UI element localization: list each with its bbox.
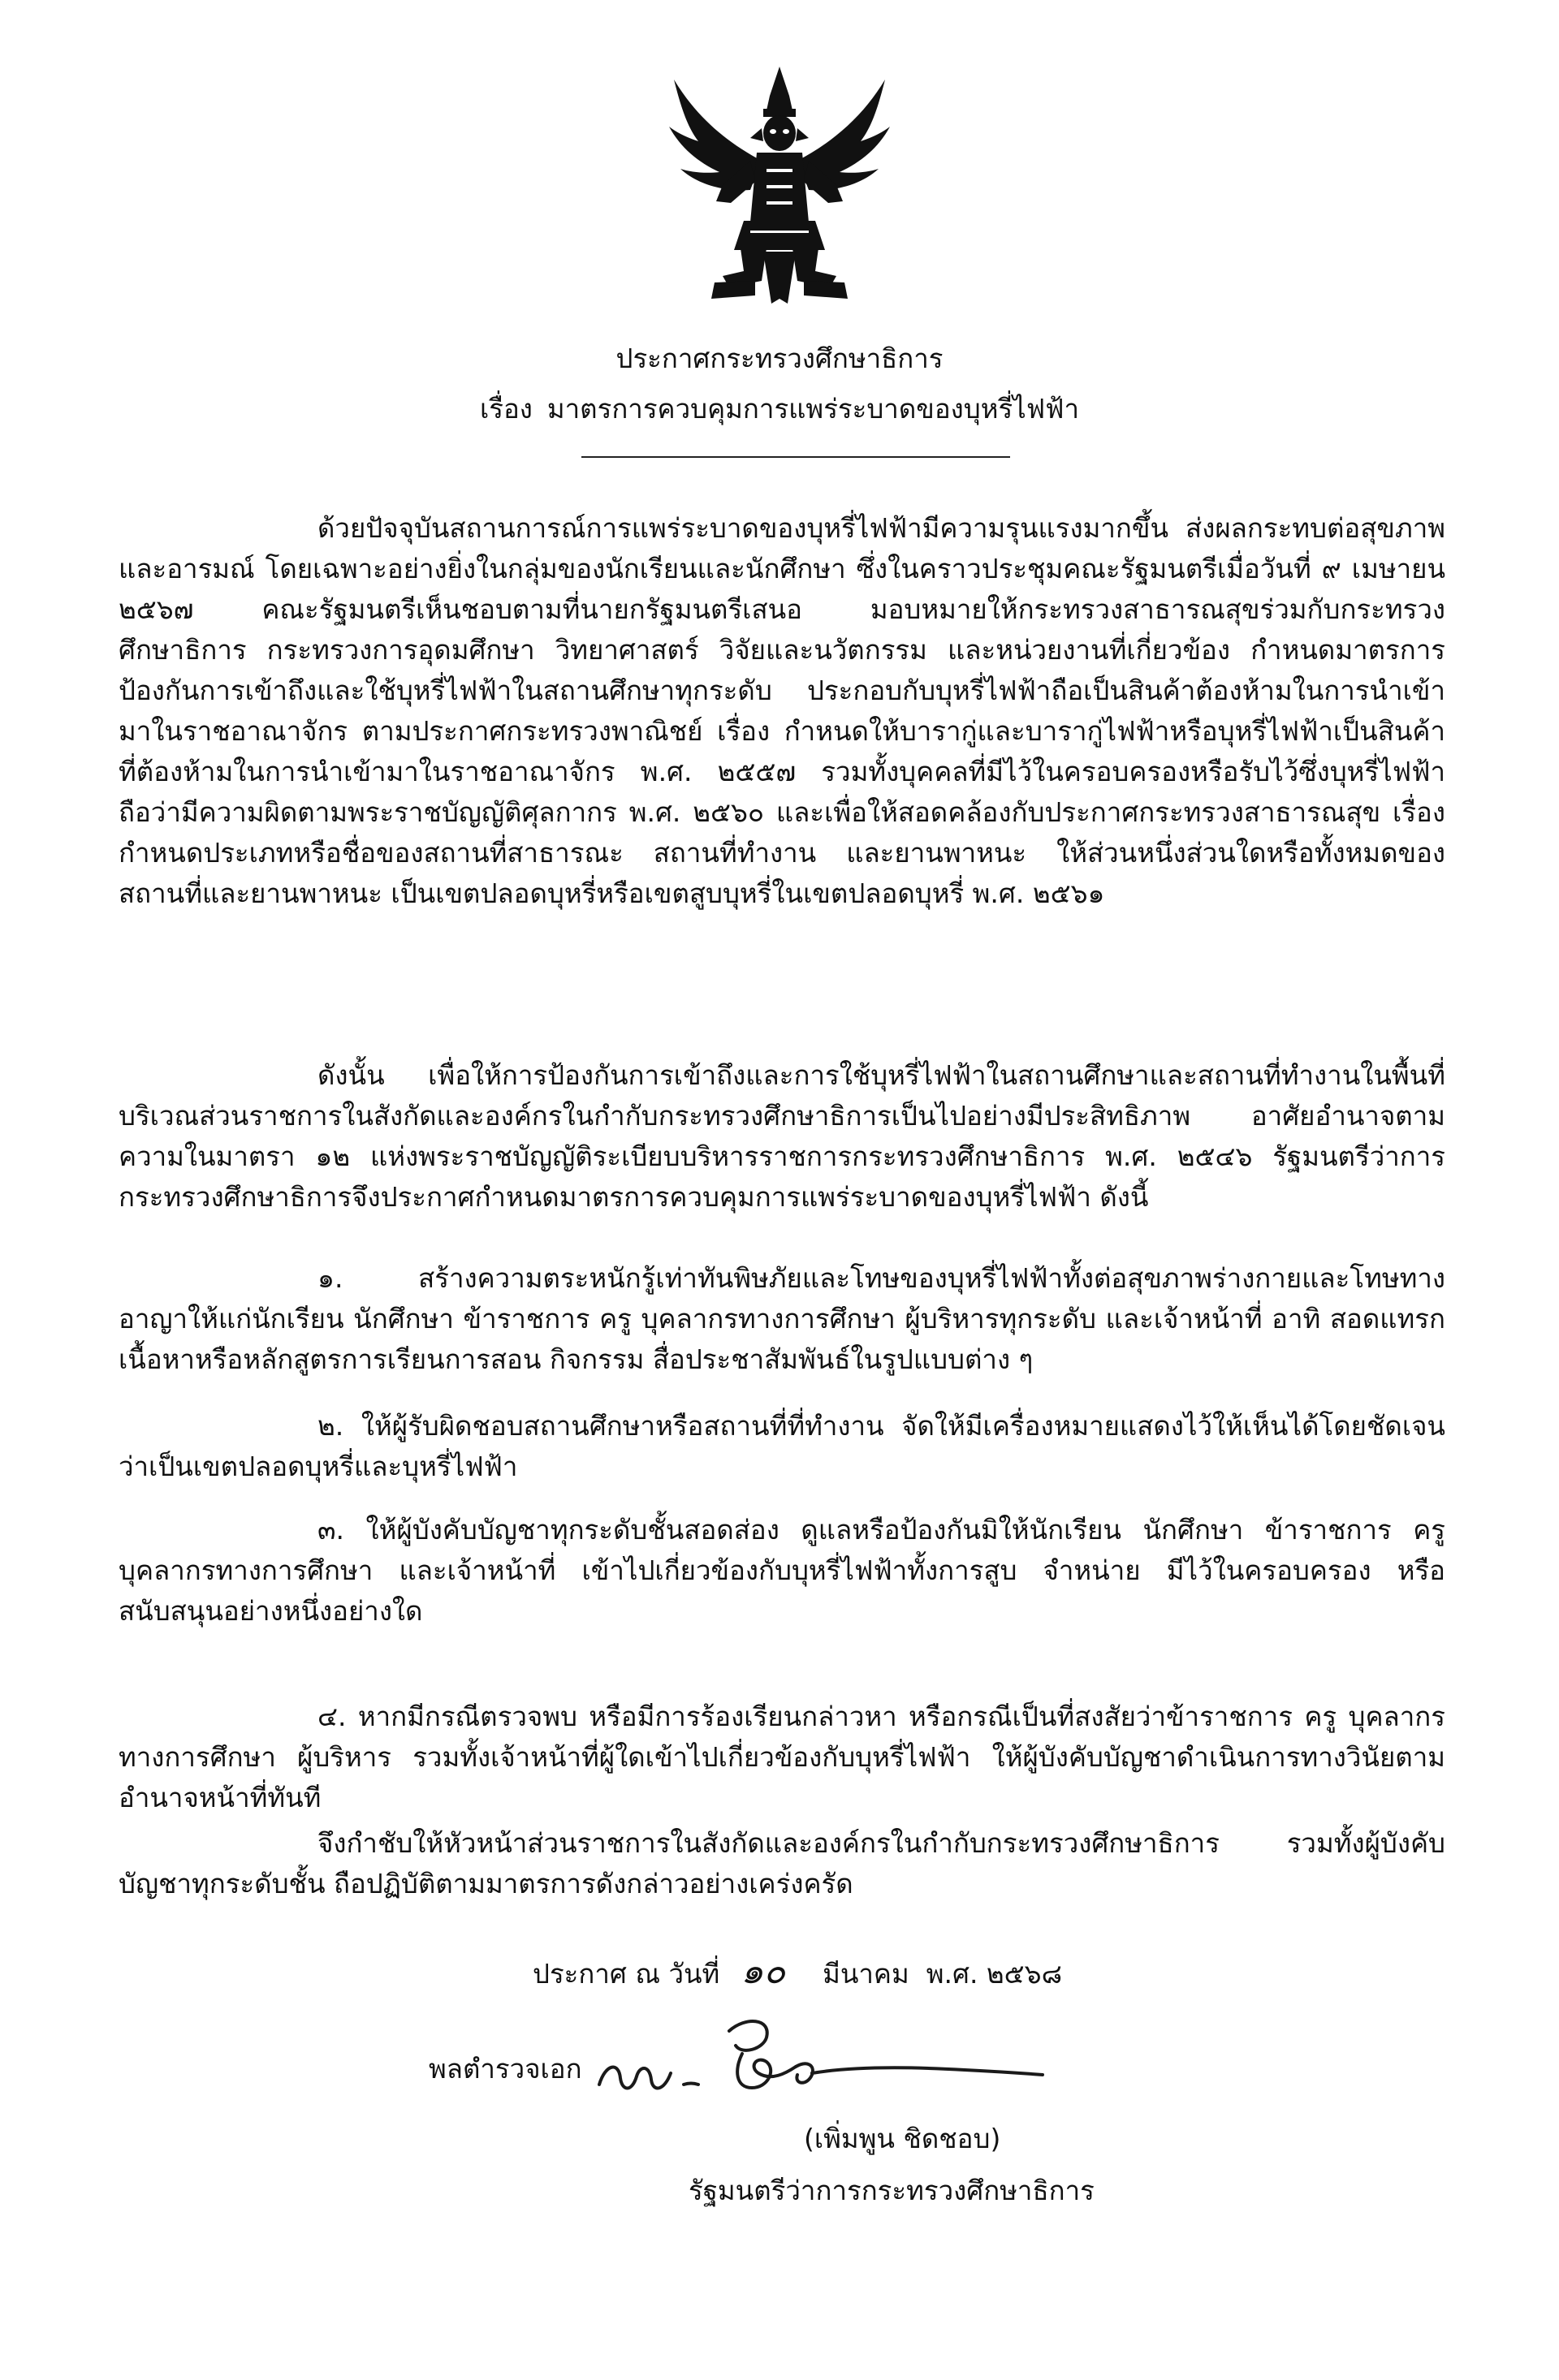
paragraph-1-text: ด้วยปัจจุบันสถานการณ์การแพร่ระบาดของบุหรี่ไฟฟ้ามีความรุนแรงมากขึ้น ส่งผลกระทบต่อสุขภาพและอารมณ์ โดยเฉพาะอย่างยิ่งในกลุ่มของนักเรียนและนักศึกษา ซึ่งในคราวประชุมคณะรัฐมนตรีเมื่อวันที่ ๙ เมษายน ๒๕๖๗ คณะรัฐมนตรีเห็นชอบตามที่นายกรัฐมนตรีเสนอ มอบหมายให้กระทรวงสาธารณสุขร่วมกับกระทรวงศึกษาธิการ กระทรวงการอุดมศึกษา วิทยาศาสตร์ วิจัยและนวัตกรรม และหน่วยงานที่เกี่ยวข้อง กำหนดมาตรการป้องกันการเข้าถึงและใช้บุหรี่ไฟฟ้าในสถานศึกษาทุกระดับ ประกอบกับบุหรี่ไฟฟ้าถือเป็นสินค้าต้องห้ามในการนำเข้ามาในราชอาณาจักร ตามประกาศกระทรวงพาณิชย์ เรื่อง กำหนดให้บารากู่และบารากู่ไฟฟ้าหรือบุหรี่ไฟฟ้าเป็นสินค้าที่ต้องห้ามในการนำเข้ามาในราชอาณาจักร พ.ศ. ๒๕๕๗ รวมทั้งบุคคลที่มีไว้ในครอบครองหรือรับไว้ซึ่งบุหรี่ไฟฟ้าถือว่ามีความผิดตามพระราชบัญญัติศุลกากร พ.ศ. ๒๕๖๐ และเพื่อให้สอดคล้องกับประกาศกระทรวงสาธารณสุข เรื่อง กำหนดประเภทหรือชื่อของสถานที่สาธารณะ สถานที่ทำงาน และยานพาหนะ ให้ส่วนหนึ่งส่วนใดหรือทั้งหมดของสถานที่และยานพาหนะ เป็นเขตปลอดบุหรี่หรือเขตสูบบุหรี่ในเขตปลอดบุหรี่ พ.ศ. ๒๕๖๑ <box>119 512 1445 909</box>
paragraph-2 <box>119 1055 1445 1218</box>
title-divider <box>581 456 1010 458</box>
paragraph-2-text: ดังนั้น เพื่อให้การป้องกันการเข้าถึงและการใช้บุหรี่ไฟฟ้าในสถานศึกษาและสถานที่ทำงานในพื้นที่บริเวณส่วนราชการในสังกัดและองค์กรในกำกับกระทรวงศึกษาธิการเป็นไปอย่างมีประสิทธิภาพ อาศัยอำนาจตามความในมาตรา ๑๒ แห่งพระราชบัญญัติระเบียบบริหารราชการกระทรวงศึกษาธิการ พ.ศ. ๒๕๔๖ รัฐมนตรีว่าการกระทรวงศึกษาธิการจึงประกาศกำหนดมาตรการควบคุมการแพร่ระบาดของบุหรี่ไฟฟ้า ดังนี้ <box>119 1059 1445 1213</box>
handwritten-signature <box>583 2013 1054 2119</box>
measure-item-1 <box>119 1258 1445 1380</box>
measure-item-4-text: ๔. หากมีกรณีตรวจพบ หรือมีการร้องเรียนกล่าวหา หรือกรณีเป็นที่สงสัยว่าข้าราชการ ครู บุคลากรทางการศึกษา ผู้บริหาร รวมทั้งเจ้าหน้าที่ผู้ใดเข้าไปเกี่ยวข้องกับบุหรี่ไฟฟ้า ให้ผู้บังคับบัญชาดำเนินการทางวินัยตามอำนาจหน้าที่ทันที <box>119 1701 1445 1813</box>
date-prefix: ประกาศ ณ วันที่ <box>533 1958 720 1990</box>
announcement-date <box>533 1953 1062 1993</box>
measure-item-2-text: ๒. ให้ผู้รับผิดชอบสถานศึกษาหรือสถานที่ที่ทำงาน จัดให้มีเครื่องหมายแสดงไว้ให้เห็นได้โดยชัดเจนว่าเป็นเขตปลอดบุหรี่และบุหรี่ไฟฟ้า <box>119 1410 1445 1482</box>
date-day: ๑๐ <box>741 1951 786 1992</box>
subject-text: มาตรการควบคุมการแพร่ระบาดของบุหรี่ไฟฟ้า <box>546 393 1080 425</box>
subject-label: เรื่อง <box>479 393 533 425</box>
closing-paragraph-text: จึงกำชับให้หัวหน้าส่วนราชการในสังกัดและองค์กรในกำกับกระทรวงศึกษาธิการ รวมทั้งผู้บังคับบัญชาทุกระดับชั้น ถือปฏิบัติตามมาตรการดังกล่าวอย่างเคร่งครัด <box>119 1827 1445 1899</box>
measure-item-1-text: ๑. สร้างความตระหนักรู้เท่าทันพิษภัยและโทษของบุหรี่ไฟฟ้าทั้งต่อสุขภาพร่างกายและโทษทางอาญาให้แก่นักเรียน นักศึกษา ข้าราชการ ครู บุคลากรทางการศึกษา ผู้บริหารทุกระดับ และเจ้าหน้าที่ อาทิ สอดแทรกเนื้อหาหรือหลักสูตรการเรียนการสอน กิจกรรม สื่อประชาสัมพันธ์ในรูปแบบต่าง ๆ <box>119 1262 1445 1375</box>
measure-item-4 <box>119 1697 1445 1818</box>
announcement-subject <box>0 391 1559 427</box>
announcement-title: ประกาศกระทรวงศึกษาธิการ <box>615 343 944 374</box>
garuda-emblem-icon <box>666 63 893 307</box>
measure-item-3 <box>119 1510 1445 1632</box>
paragraph-1 <box>119 508 1445 914</box>
measure-item-3-text: ๓. ให้ผู้บังคับบัญชาทุกระดับชั้นสอดส่อง ดูแลหรือป้องกันมิให้นักเรียน นักศึกษา ข้าราชการ ครู บุคลากรทางการศึกษา และเจ้าหน้าที่ เข้าไปเกี่ยวข้องกับบุหรี่ไฟฟ้าทั้งการสูบ จำหน่าย มีไว้ในครอบครอง หรือสนับสนุนอย่างหนึ่งอย่างใด <box>119 1514 1445 1627</box>
date-month: มีนาคม <box>823 1958 909 1990</box>
signature-block <box>0 2029 1559 2273</box>
signer-rank: พลตำรวจเอก <box>429 2053 582 2085</box>
measure-item-2 <box>119 1406 1445 1487</box>
signer-name: (เพิ่มพูน ชิดชอบ) <box>804 2123 1001 2154</box>
date-year: พ.ศ. ๒๕๖๘ <box>926 1958 1063 1990</box>
signer-position: รัฐมนตรีว่าการกระทรวงศึกษาธิการ <box>689 2175 1095 2206</box>
closing-paragraph <box>119 1823 1445 1904</box>
